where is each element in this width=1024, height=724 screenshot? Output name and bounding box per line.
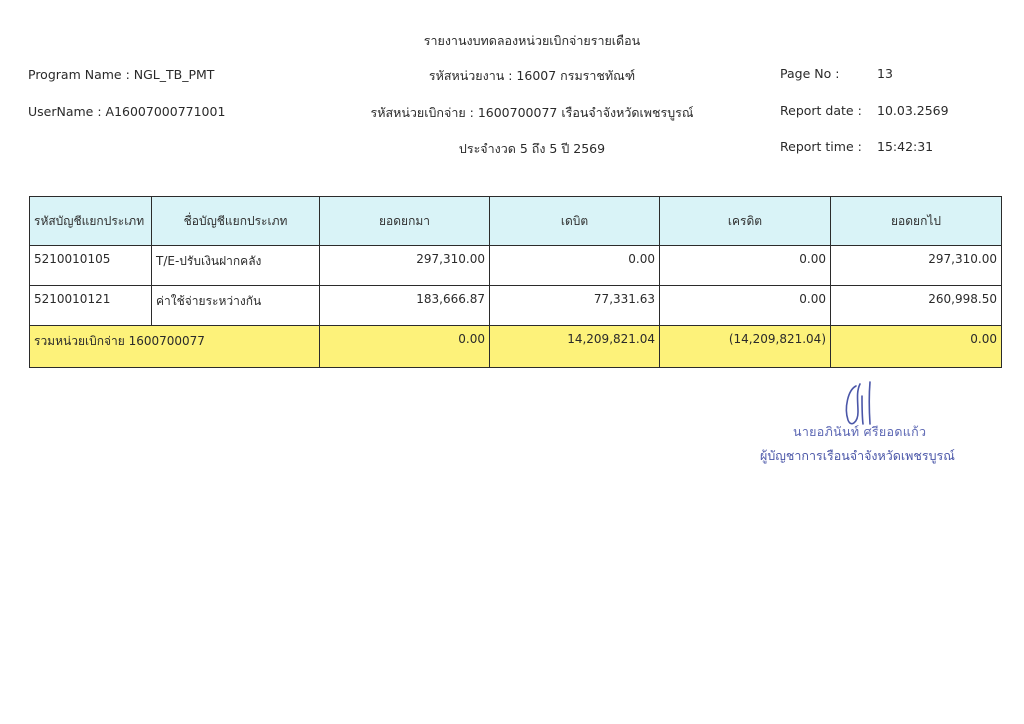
cell-account-name: ค่าใช้จ่ายระหว่างกัน <box>152 286 320 326</box>
table-row <box>30 286 1002 326</box>
total-carried-out: 0.00 <box>831 326 1002 368</box>
cell-account-code: 5210010105 <box>30 246 152 286</box>
total-debit: 14,209,821.04 <box>490 326 660 368</box>
cell-credit: 0.00 <box>660 246 831 286</box>
report-time-label: Report time : <box>780 139 862 154</box>
total-label: รวมหน่วยเบิกจ่าย 1600700077 <box>30 326 320 368</box>
cell-carried-in: 297,310.00 <box>320 246 490 286</box>
cell-carried-out: 260,998.50 <box>831 286 1002 326</box>
page-no-value: 13 <box>877 66 893 81</box>
program-name: Program Name : NGL_TB_PMT <box>28 67 215 82</box>
cell-carried-out: 297,310.00 <box>831 246 1002 286</box>
cell-account-name: T/E-ปรับเงินฝากคลัง <box>152 246 320 286</box>
header-carried-out: ยอดยกไป <box>831 197 1002 246</box>
cell-carried-in: 183,666.87 <box>320 286 490 326</box>
total-credit: (14,209,821.04) <box>660 326 831 368</box>
table-row <box>30 246 1002 286</box>
trial-balance-table <box>29 196 1002 368</box>
header-debit: เดบิต <box>490 197 660 246</box>
header-carried-in: ยอดยกมา <box>320 197 490 246</box>
cell-credit: 0.00 <box>660 286 831 326</box>
table-header-row <box>30 197 1002 246</box>
signatory-position: ผู้บัญชาการเรือนจำจังหวัดเพชรบูรณ์ <box>760 448 955 463</box>
cell-debit: 77,331.63 <box>490 286 660 326</box>
cell-account-code: 5210010121 <box>30 286 152 326</box>
report-date-value: 10.03.2569 <box>877 103 949 118</box>
report-period: ประจำงวด 5 ถึง 5 ปี 2569 <box>458 141 606 156</box>
report-date-label: Report date : <box>780 103 862 118</box>
agency-code: รหัสหน่วยงาน : 16007 กรมราชทัณฑ์ <box>428 68 636 83</box>
header-account-code: รหัสบัญชีแยกประเภท <box>30 197 152 246</box>
total-row <box>30 326 1002 368</box>
header-credit: เครดิต <box>660 197 831 246</box>
page-no-label: Page No : <box>780 66 840 81</box>
user-name: UserName : A16007000771001 <box>28 104 226 119</box>
report-title: รายงานงบทดลองหน่วยเบิกจ่ายรายเดือน <box>423 33 641 48</box>
total-carried-in: 0.00 <box>320 326 490 368</box>
report-time-value: 15:42:31 <box>877 139 934 154</box>
cell-debit: 0.00 <box>490 246 660 286</box>
header-account-name: ชื่อบัญชีแยกประเภท <box>152 197 320 246</box>
disbursing-unit: รหัสหน่วยเบิกจ่าย : 1600700077 เรือนจำจังหวัดเพชรบูรณ์ <box>370 105 694 120</box>
signatory-name: นายอภินันท์ ศรียอดแก้ว <box>793 424 927 439</box>
